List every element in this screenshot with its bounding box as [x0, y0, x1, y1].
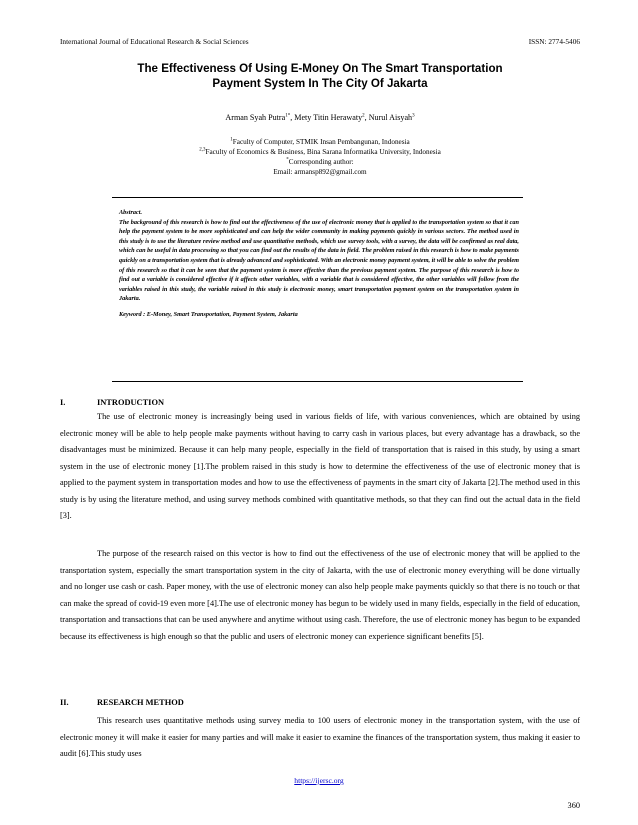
corresponding-author: [60, 157, 580, 167]
method-paragraph-1: This research uses quantitative methods using survey media to 100 users of electronic money in the transportation system, with the use of electronic money it will make it easier for many parties and will make it easier to examine the finances of the transportation system, thus making it easier to audit [6].This study uses: [60, 716, 580, 759]
author-2: Mety Titin Herawaty: [294, 113, 363, 122]
affiliation-2: [60, 147, 580, 157]
abstract-text: The background of this research is how to find out the effectiveness of the use of electronic money that is applied to the transportation system so that it can help the payment system to be more sophisticated and can help the wider community in making payments quickly in various sectors. The method used in this study is to use the literature review method and use quantitative methods, which use survey tools, with a survey, the data will be confirmed as real data, which can be useful in data processing so that you can find out the results of the data in field. The problem raised in this research is how to make payments quickly on a transportation system that is already advanced and sophisticated. With an electronic money payment system, it will be able to solve the problem of this research so that it can be seen that the payment system is more effective than the previous payment system. The purpose of this research is how to find out a variable is considered effective if it affects other variables, with a variable that is considered effective, the other variables will follow from the variables raised in this study, the variable raised in this study is electronic money, smart transportation payment system on the transportation system in Jakarta.: [119, 218, 519, 303]
author-1: Arman Syah Putra: [225, 113, 286, 122]
affiliations: [60, 137, 580, 177]
keywords-text: E-Money, Smart Transportation, Payment System, Jakarta: [146, 310, 298, 318]
affiliation-1-marker: 1: [230, 137, 233, 143]
keywords-line: [119, 310, 519, 320]
author-1-marker: 1*: [285, 113, 291, 119]
author-3: Nurul Aisyah: [368, 113, 413, 122]
affiliation-1: [60, 137, 580, 147]
section-title: RESEARCH METHOD: [97, 698, 184, 707]
section-number: I.: [60, 398, 66, 407]
intro-paragraph-2: The purpose of the research raised on this vector is how to find out the effectiveness of the use of electronic money that will be applied to the transportation system, especially the smart transportation system in the city of Jakarta, with the use of electronic money everything will be done virtually and no longer use cash or cash. Paper money, with the use of electronic money can also help people make payments quickly so that there is no touch or that can make the spread of covid-19 even more [4].The use of electronic money has begun to be widely used in many fields, especially in the field of education, transportation and transactions that can be used anywhere and anytime without using cash. Therefore, the use of electronic money has begun to be expanded because its effectiveness is high enough so that the public and users of electronic money can experience significant benefits [5].: [60, 549, 580, 641]
abstract-block: [119, 208, 519, 320]
page-number: 360: [567, 801, 580, 810]
affiliation-2-text: Faculty of Economics & Business, Bina Sarana Informatika University, Indonesia: [205, 148, 441, 156]
journal-url-link[interactable]: https://ijersc.org: [294, 776, 344, 785]
author-3-marker: 3: [412, 113, 415, 119]
corresponding-marker: *: [286, 157, 289, 163]
journal-name: International Journal of Educational Research & Social Sciences: [60, 37, 249, 46]
affiliation-2-marker: 2,3: [199, 147, 206, 153]
author-list: [60, 113, 580, 122]
section-heading-research-method: [60, 698, 580, 710]
section-title: INTRODUCTION: [97, 398, 165, 407]
author-email[interactable]: Email: armansp892@gmail.com: [273, 168, 367, 176]
author-2-marker: 2: [362, 113, 365, 119]
abstract-bottom-rule: [112, 381, 523, 382]
title-line-1: The Effectiveness Of Using E-Money On The Smart Transportation: [137, 62, 503, 75]
paper-title: [60, 61, 580, 91]
author-separator: ,: [290, 113, 295, 122]
section-number: II.: [60, 698, 69, 707]
corresponding-label: Corresponding author:: [288, 158, 354, 166]
issn: ISSN: 2774-5406: [528, 37, 580, 46]
keywords-label: Keyword :: [119, 310, 146, 318]
abstract-label: Abstract.: [119, 209, 143, 216]
title-line-2: Payment System In The City Of Jakarta: [212, 77, 428, 90]
abstract-top-rule: [112, 197, 523, 198]
author-separator: ,: [364, 113, 369, 122]
running-head: [60, 37, 580, 46]
intro-paragraph-1: The use of electronic money is increasingly being used in various fields of life, with various conveniences, which are obtained by using electronic money will be able to help people make payments without having to carry cash in various places, but every advantage has a drawback, so the disadvantages must be minimized. Because it can help many people, especially in the field of transportation that is raised in this study, by using a smart system in the use of electronic money [1].The problem raised in this study is how to determine the effectiveness of the use of electronic money that is applied to the payment system in transportation modes and how to use the effectiveness of payments in the smart city of Jakarta [2].The method used in this study is by using the literature method, and using survey methods combined with quantitative methods, so that they can find out the actual data in the field [3].: [60, 412, 580, 521]
affiliation-1-text: Faculty of Computer, STMIK Insan Pembangunan, Indonesia: [232, 138, 410, 146]
